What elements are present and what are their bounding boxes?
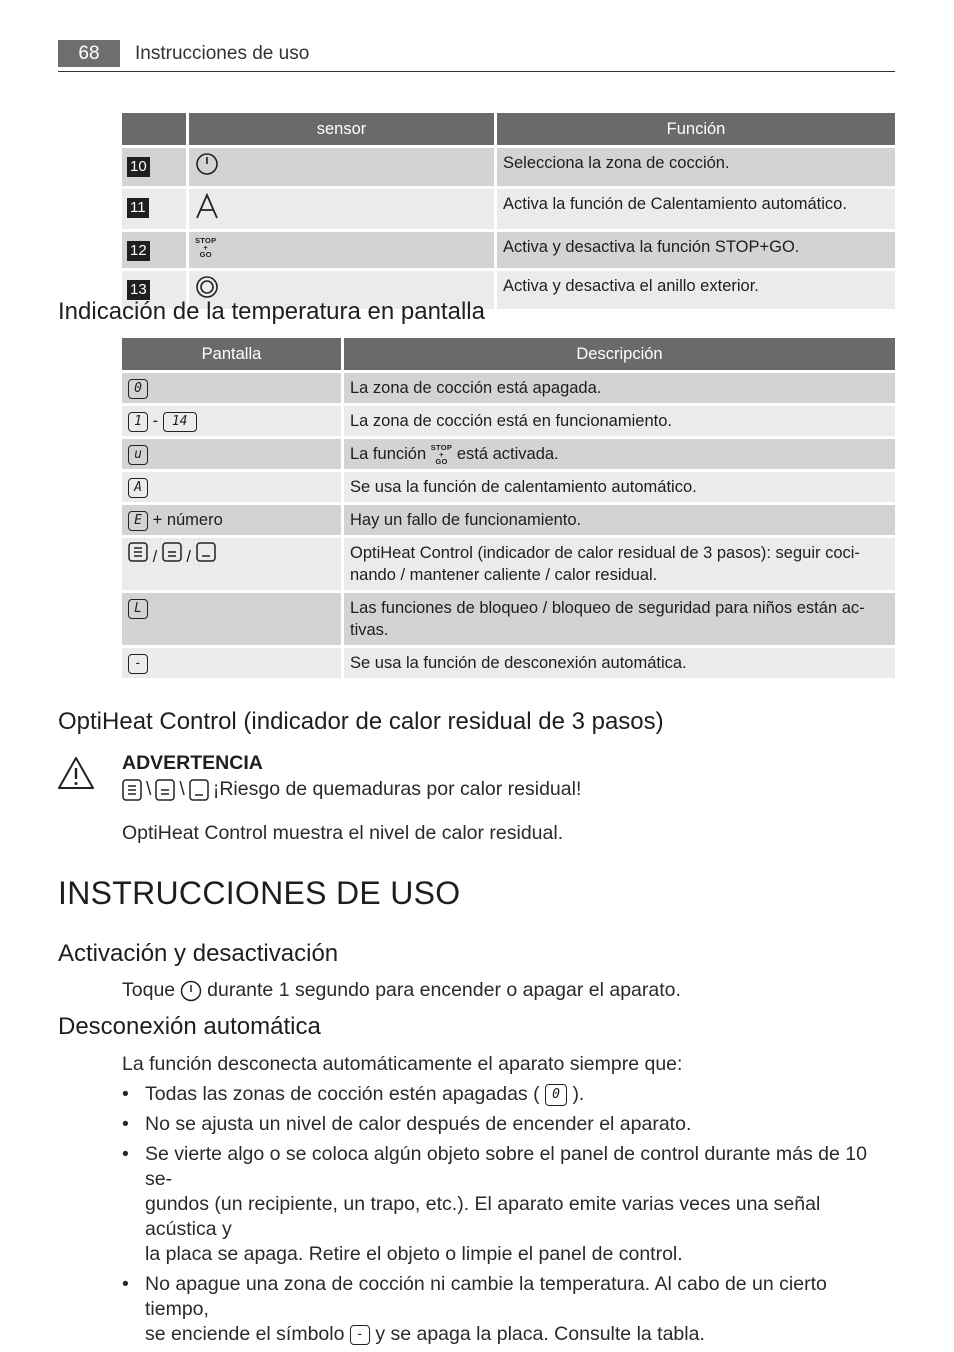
function-text: Activa y desactiva el anillo exterior. bbox=[497, 271, 895, 309]
warning-line: \ \ ¡Riesgo de quemaduras por calor residual! bbox=[122, 778, 581, 801]
display-symbol: 0 bbox=[128, 379, 148, 399]
function-text: Activa la función de Calentamiento automático. bbox=[497, 189, 895, 229]
section-title: INSTRUCCIONES DE USO bbox=[58, 875, 461, 911]
row-number: 10 bbox=[127, 157, 150, 177]
display-symbol: - bbox=[128, 654, 148, 674]
table-row bbox=[122, 648, 895, 678]
power-icon bbox=[195, 152, 219, 176]
header-title: Instrucciones de uso bbox=[135, 43, 310, 64]
warning-icon bbox=[57, 756, 95, 790]
optiheat-heading: OptiHeat Control (indicador de calor residual de 3 pasos) bbox=[58, 708, 664, 735]
residual-heat-high-icon bbox=[122, 779, 142, 801]
letter-a-icon bbox=[195, 193, 219, 219]
residual-heat-low-icon bbox=[189, 779, 209, 801]
display-symbol: - bbox=[350, 1325, 370, 1345]
sensor-table-header-num bbox=[122, 113, 186, 145]
row-number: 13 bbox=[127, 280, 150, 300]
optiheat-body: OptiHeat Control muestra el nivel de calor residual. bbox=[122, 822, 564, 844]
description-text: La función STOP + GO está activada. bbox=[344, 439, 895, 469]
activation-text: Toque durante 1 segundo para encender o apagar el aparato. bbox=[122, 979, 681, 1001]
sensor-table bbox=[119, 110, 898, 312]
display-table bbox=[119, 335, 898, 681]
table-row: 1 - 14 La zona de cocción está en funcionamiento. bbox=[122, 406, 895, 436]
row-number: 11 bbox=[127, 198, 149, 218]
description-text: La zona de cocción está apagada. bbox=[344, 373, 895, 403]
description-text: Las funciones de bloqueo / bloqueo de seguridad para niños están ac- tivas. bbox=[344, 593, 895, 645]
display-symbol: L bbox=[128, 599, 148, 619]
page-header bbox=[58, 40, 895, 72]
power-icon bbox=[180, 980, 202, 1002]
table-row: / / OptiHeat Control (indicador de calor residual de 3 pasos): seguir coci- nando / mantener caliente / calor residual. bbox=[122, 538, 895, 590]
display-symbol: 0 bbox=[545, 1084, 567, 1106]
table-row bbox=[122, 148, 895, 186]
list-item: • Todas las zonas de cocción estén apagadas ( 0 ). bbox=[122, 1082, 887, 1107]
sensor-table-header-sensor: sensor bbox=[189, 113, 494, 145]
residual-heat-mid-icon bbox=[162, 542, 182, 562]
table-row bbox=[122, 439, 895, 469]
residual-heat-mid-icon bbox=[155, 779, 175, 801]
table-row bbox=[122, 593, 895, 645]
table-row bbox=[122, 373, 895, 403]
display-symbol: 14 bbox=[163, 412, 197, 432]
row-number: 12 bbox=[127, 241, 150, 261]
display-symbol: E bbox=[128, 511, 148, 531]
description-text: La zona de cocción está en funcionamiento. bbox=[344, 406, 895, 436]
description-text: Hay un fallo de funcionamiento. bbox=[344, 505, 895, 535]
display-table-header-descripcion: Descripción bbox=[344, 338, 895, 370]
description-text: Se usa la función de calentamiento automático. bbox=[344, 472, 895, 502]
table-row bbox=[122, 232, 895, 268]
display-symbol: u bbox=[128, 445, 148, 465]
table-row: E + número Hay un fallo de funcionamiento. bbox=[122, 505, 895, 535]
display-symbol: 1 bbox=[128, 412, 148, 432]
auto-off-intro: La función desconecta automáticamente el aparato siempre que: bbox=[122, 1053, 683, 1075]
list-item: • No apague una zona de cocción ni cambie la temperatura. Al cabo de un cierto tiempo, se enciende el símbolo - y se apaga la placa. Consulte la tabla. bbox=[122, 1272, 887, 1347]
auto-off-list bbox=[122, 1082, 887, 1352]
table-row bbox=[122, 189, 895, 229]
warning-text: ¡Riesgo de quemaduras por calor residual! bbox=[212, 778, 582, 800]
function-text: Activa y desactiva la función STOP+GO. bbox=[497, 232, 895, 268]
function-text: Selecciona la zona de cocción. bbox=[497, 148, 895, 186]
page-number: 68 bbox=[58, 40, 120, 67]
outer-ring-icon bbox=[195, 275, 219, 299]
auto-off-heading: Desconexión automática bbox=[58, 1013, 321, 1040]
table-row bbox=[122, 472, 895, 502]
activation-heading: Activación y desactivación bbox=[58, 940, 339, 967]
stop-go-icon: STOP + GO bbox=[430, 443, 453, 467]
list-item: • No se ajusta un nivel de calor después de encender el aparato. bbox=[122, 1112, 887, 1137]
list-item: • Se vierte algo o se coloca algún objeto sobre el panel de control durante más de 10 se- gundos (un recipiente, un trapo, etc.). El aparato emite varias veces una señal acústica y la placa se apaga. Retire el objeto o limpie el panel de control. bbox=[122, 1142, 887, 1267]
residual-heat-low-icon bbox=[196, 542, 216, 562]
description-text: Se usa la función de desconexión automática. bbox=[344, 648, 895, 678]
stop-go-icon: STOP + GO bbox=[195, 236, 217, 260]
description-text: OptiHeat Control (indicador de calor residual de 3 pasos): seguir coci- nando / mantener caliente / calor residual. bbox=[344, 538, 895, 590]
display-table-header-pantalla: Pantalla bbox=[122, 338, 341, 370]
sensor-table-header-function: Función bbox=[497, 113, 895, 145]
temp-display-heading: Indicación de la temperatura en pantalla bbox=[58, 298, 485, 325]
residual-heat-high-icon bbox=[128, 542, 148, 562]
display-symbol: A bbox=[128, 478, 148, 498]
warning-title: ADVERTENCIA bbox=[122, 752, 263, 774]
